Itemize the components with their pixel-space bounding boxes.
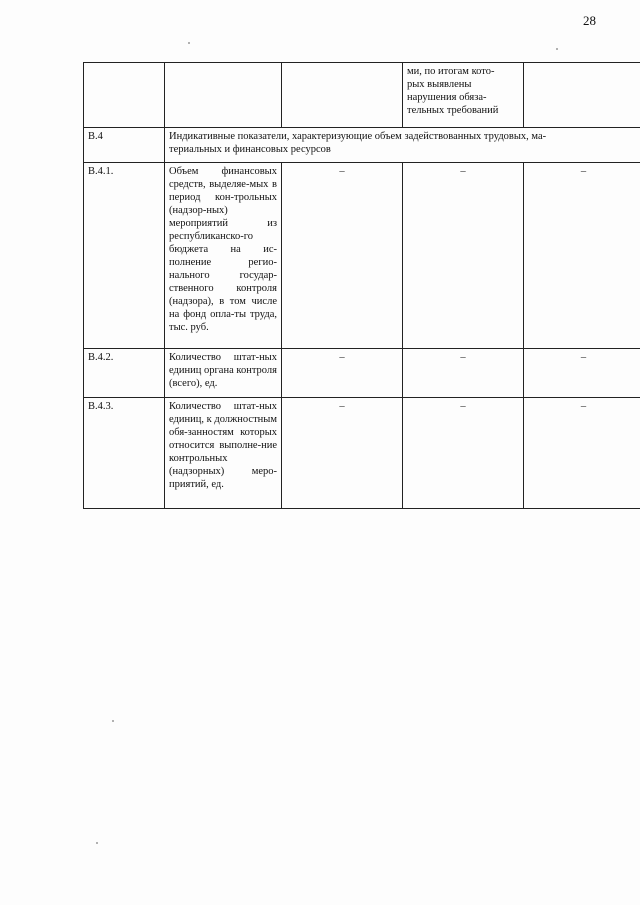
table-row-section-b4 [84,128,640,163]
value-cell: – [282,349,403,398]
value-cell: – [403,398,524,509]
table-cell [282,63,403,128]
scan-speck [556,48,558,50]
table-cell [84,63,165,128]
indicator-name: Количество штат-ных единиц органа контроля (всего), ед. [165,349,282,398]
value-cell: – [282,163,403,349]
table-row [84,349,640,398]
table-row-continued [84,63,640,128]
indicators-table [83,62,640,509]
scan-speck [96,842,98,844]
indicator-name: Объем финансовых средств, выделяе-мых в период кон-трольных (надзор-ных) мероприятий из республиканско-го бюджета на ис-полнение регио-нального государ-ственного контроля (надзора), в том числе на фонд опла-ты труда, тыс. руб. [165,163,282,349]
row-code: B.4.3. [84,398,165,509]
indicator-name: Количество штат-ных единиц, к должностным обя-занностям которых относится выполне-ние контрольных (надзорных) меро-приятий, ед. [165,398,282,509]
table-row [84,163,640,349]
page-number: 28 [583,13,596,28]
table-cell [524,63,640,128]
section-title: Индикативные показатели, характеризующие объем задействованных трудовых, ма- териальных и финансовых ресурсов [165,128,640,163]
row-code: B.4 [84,128,165,163]
value-cell: – [524,398,640,509]
value-cell: – [403,163,524,349]
table-cell-violations-text: ми, по итогам кото- рых выявлены нарушения обяза- тельных требований [403,63,524,128]
row-code: B.4.1. [84,163,165,349]
table-row [84,398,640,509]
value-cell: – [403,349,524,398]
scan-speck [112,720,114,722]
row-code: B.4.2. [84,349,165,398]
value-cell: – [524,163,640,349]
value-cell: – [524,349,640,398]
table-cell [165,63,282,128]
scan-speck [188,42,190,44]
value-cell: – [282,398,403,509]
